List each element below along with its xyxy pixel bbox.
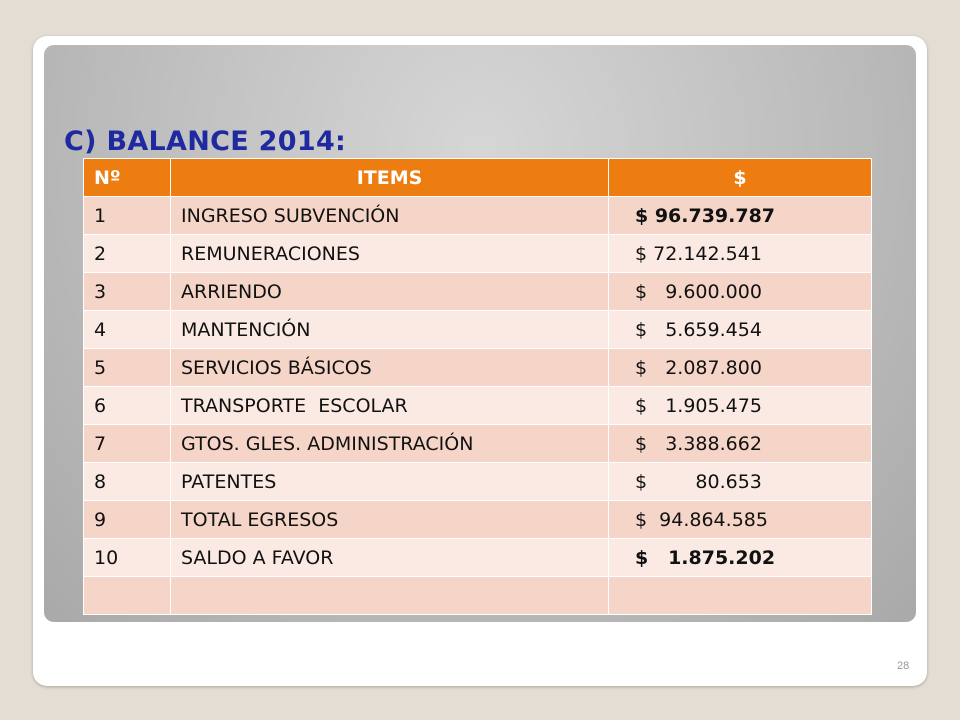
header-amount: $ — [609, 159, 872, 197]
row-item: GTOS. GLES. ADMINISTRACIÓN — [171, 425, 609, 463]
row-amount: $ 1.905.475 — [609, 387, 872, 425]
slide-title: C) BALANCE 2014: — [64, 126, 347, 157]
row-item: PATENTES — [171, 463, 609, 501]
row-number: 1 — [84, 197, 171, 235]
row-number: 10 — [84, 539, 171, 577]
row-item: ARRIENDO — [171, 273, 609, 311]
table-row — [84, 501, 872, 539]
row-amount — [609, 577, 872, 615]
row-amount: $ 72.142.541 — [609, 235, 872, 273]
row-amount: $ 9.600.000 — [609, 273, 872, 311]
row-number: 2 — [84, 235, 171, 273]
table-row — [84, 235, 872, 273]
table-row — [84, 577, 872, 615]
table-row — [84, 273, 872, 311]
header-number: Nº — [84, 159, 171, 197]
header-items: ITEMS — [171, 159, 609, 197]
row-number: 4 — [84, 311, 171, 349]
page-number: 28 — [897, 660, 910, 672]
table-row — [84, 197, 872, 235]
row-number: 3 — [84, 273, 171, 311]
row-item: TOTAL EGRESOS — [171, 501, 609, 539]
row-number: 8 — [84, 463, 171, 501]
balance-table — [83, 158, 872, 615]
row-amount: $ 3.388.662 — [609, 425, 872, 463]
table-row — [84, 425, 872, 463]
row-amount: $ 1.875.202 — [609, 539, 872, 577]
table-header-row — [84, 159, 872, 197]
table-row — [84, 539, 872, 577]
row-amount: $ 94.864.585 — [609, 501, 872, 539]
row-number: 9 — [84, 501, 171, 539]
row-amount: $ 2.087.800 — [609, 349, 872, 387]
row-amount: $ 96.739.787 — [609, 197, 872, 235]
row-item — [171, 577, 609, 615]
table-row — [84, 349, 872, 387]
row-item: TRANSPORTE ESCOLAR — [171, 387, 609, 425]
row-item: INGRESO SUBVENCIÓN — [171, 197, 609, 235]
row-amount: $ 80.653 — [609, 463, 872, 501]
row-number: 5 — [84, 349, 171, 387]
table-row — [84, 387, 872, 425]
row-item: MANTENCIÓN — [171, 311, 609, 349]
row-item: SERVICIOS BÁSICOS — [171, 349, 609, 387]
row-number: 7 — [84, 425, 171, 463]
row-item: REMUNERACIONES — [171, 235, 609, 273]
row-item: SALDO A FAVOR — [171, 539, 609, 577]
table-row — [84, 311, 872, 349]
row-number — [84, 577, 171, 615]
row-amount: $ 5.659.454 — [609, 311, 872, 349]
table-row — [84, 463, 872, 501]
row-number: 6 — [84, 387, 171, 425]
